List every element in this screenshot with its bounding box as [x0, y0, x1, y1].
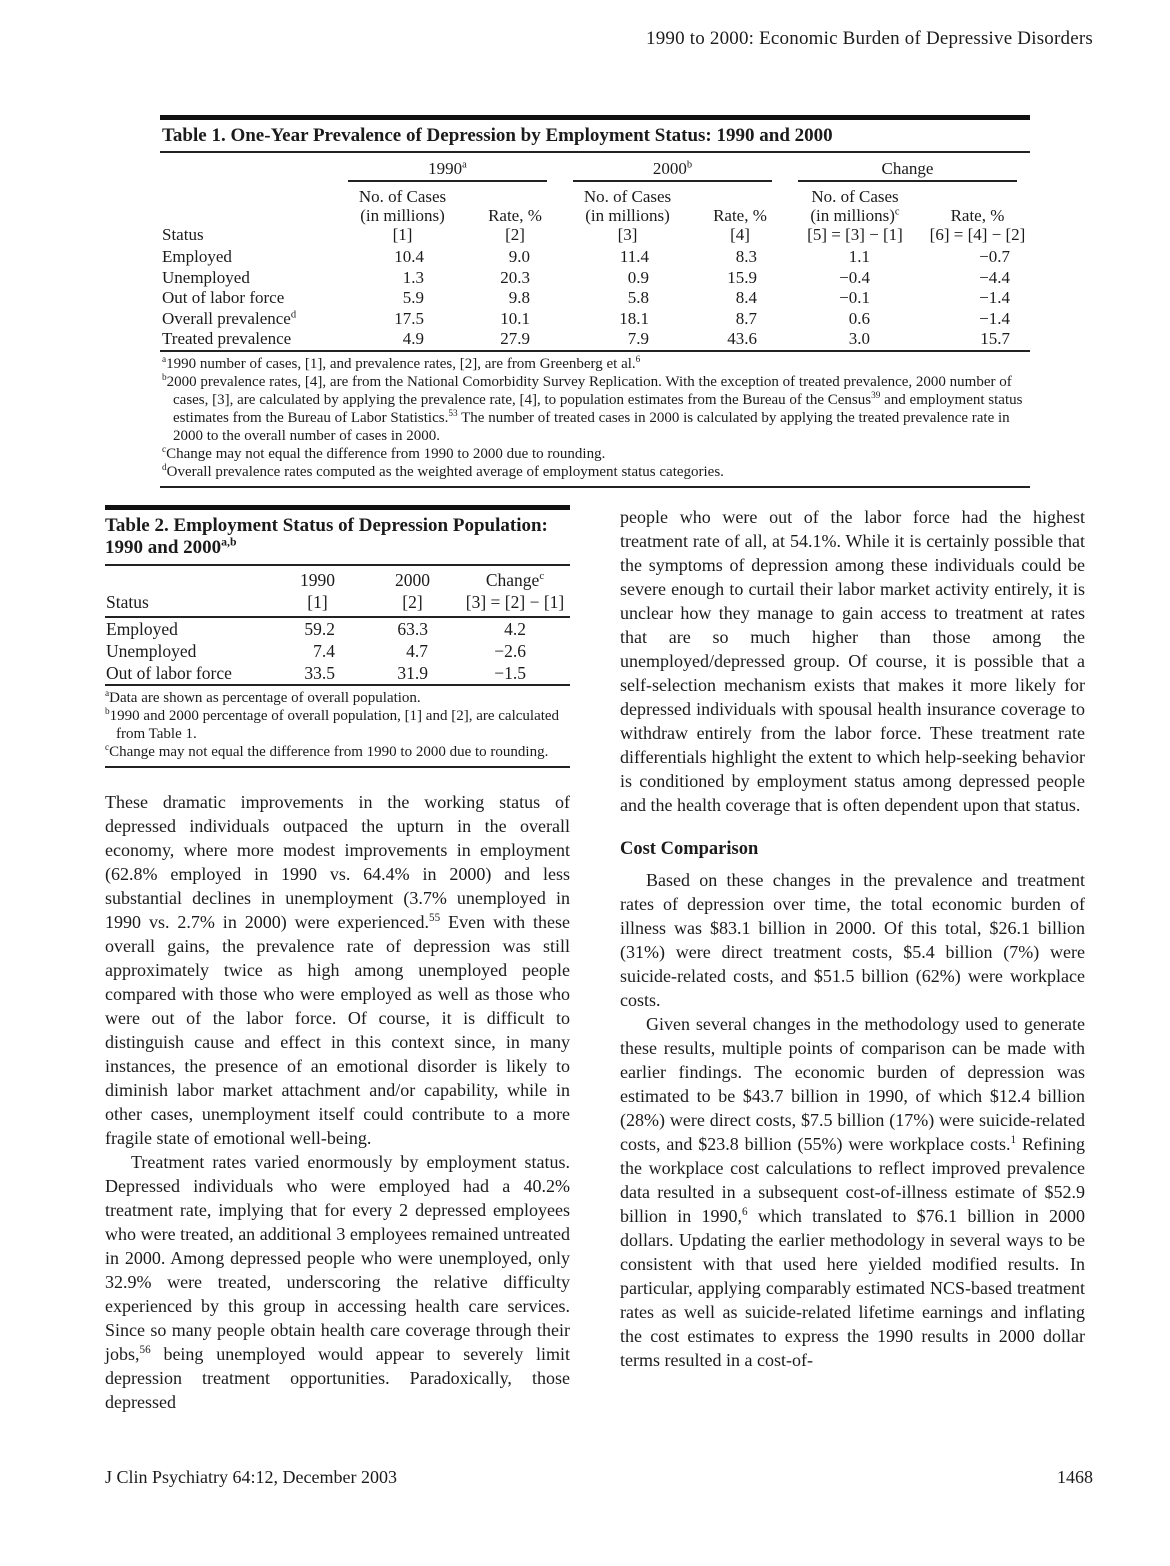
table1-grid [160, 153, 1030, 352]
value-cell: 31.9 [397, 663, 428, 683]
table-row [105, 640, 570, 662]
body-paragraph: These dramatic improvements in the working status of depressed individuals outpaced the upturn in the overall economy, where more modest improvements in employment (62.8% employed in 1990 vs. 64.4% in 2000) and less substantial declines in unemployment (3.7% unemployed in 1990 vs. 2.7% in 2000) were experienced.$^{55}$ Even with these overall gains, the prevalence rate of depression was still approximately twice as high among unemployed people compared with those who were employed as well as those who were out of the labor force. Of course, it is difficult to distinguish cause and effect in this context since, in many instances, the presence of an emotional disorder is likely to diminish labor market attachment and/or capability, while in other cases, unemployment itself could contribute to a more fragile state of emotional well-being. [105, 792, 570, 1148]
value-cell: 59.2 [304, 619, 335, 639]
right-column [620, 505, 1085, 1414]
reference-marker: 39 [871, 390, 881, 401]
group-label: Change [881, 159, 934, 178]
value-cell: 1.1 [848, 247, 870, 266]
value-cell: 5.8 [627, 288, 649, 307]
table-row [105, 617, 570, 640]
value-cell: 7.9 [627, 329, 649, 348]
value-cell: −4.4 [979, 267, 1010, 287]
table1-col-rate-change: Rate, % [6] = [4] − [2] [929, 206, 1026, 244]
value-cell: 0.9 [627, 267, 649, 287]
left-column [105, 505, 570, 1414]
status-cell: Overall prevalence$^d$ [162, 308, 297, 328]
value-cell: 11.4 [619, 247, 649, 266]
value-cell: 20.3 [500, 267, 530, 287]
value-cell: 3.0 [848, 329, 870, 348]
table1-col-rate-2000: Rate, % [4] [713, 206, 767, 244]
value-cell: 27.9 [500, 329, 530, 348]
reference-marker: 1 [1010, 1134, 1017, 1146]
value-cell: −1.5 [494, 663, 526, 683]
group-label: 1990 [428, 159, 463, 178]
reference-marker: 6 [635, 354, 641, 365]
footnote-b: $^b$1990 and 2000 percentage of overall population, [1] and [2], are calculated from Table 1. [105, 707, 560, 742]
table-row [160, 329, 1030, 351]
table2-col-2000: 2000 [395, 570, 430, 590]
table2-header-row1 [105, 566, 570, 591]
table1-col-rate-1990: Rate, % [2] [488, 206, 542, 244]
footnote-marker: c [539, 570, 545, 583]
table-row [160, 247, 1030, 268]
table1-title: Table 1. One-Year Prevalence of Depression by Employment Status: 1990 and 2000 [160, 120, 1030, 153]
table2-header-row2 [105, 591, 570, 617]
value-cell: 15.9 [727, 267, 757, 287]
value-cell: 8.3 [735, 247, 757, 266]
two-column-text [105, 505, 1085, 1414]
value-cell: 10.4 [394, 247, 424, 266]
body-paragraph: Treatment rates varied enormously by employment status. Depressed individuals who were employed had a 40.2% treatment rate, implying that for every 2 depressed employees who were treated, an additional 3 employees remained untreated in 2000. Among depressed people who were unemployed, only 32.9% were treated, underscoring the relative difficulty experienced by this group in accessing health care services. Since so many people obtain health care coverage through their jobs,$^{56}$ being unemployed would appear to severely limit depression treatment opportunities. Paradoxically, those depressed [105, 1152, 570, 1412]
table1-col-cases-change: No. of Cases (in millions)$^c$ [5] = [3] − [1] [807, 187, 903, 244]
footnote-marker: b [686, 159, 693, 171]
value-cell: 33.5 [304, 663, 335, 683]
table1-col-cases-1990: No. of Cases (in millions) [1] [358, 187, 447, 244]
running-head: 1990 to 2000: Economic Burden of Depressive Disorders [646, 28, 1093, 49]
table1 [160, 115, 1030, 488]
footnote-b: $^b$2000 prevalence rates, [4], are from the National Comorbidity Survey Replication. With the exception of treated prevalence, 2000 number of cases, [3], are calculated by applying the prevalence rate, [4], to population estimates from the Bureau of the Census$^{39}$ and employment status estimates from the Bureau of Labor Statistics.$^{53}$ The number of treated cases in 2000 is calculated by applying the treated prevalence rate in 2000 to the overall number of cases in 2000. [162, 372, 1023, 444]
column-key: [3] = [2] − [1] [460, 591, 570, 617]
footnote-a: $^a$1990 number of cases, [1], and prevalence rates, [2], are from Greenberg et al.$^6$ [162, 354, 641, 372]
status-cell: Unemployed [106, 641, 197, 661]
footnote-c: $^c$Change may not equal the difference from 1990 to 2000 due to rounding. [105, 743, 549, 760]
journal-citation: J Clin Psychiatry 64:12, December 2003 [105, 1467, 397, 1487]
value-cell: 4.7 [406, 641, 428, 661]
reference-marker: 55 [429, 912, 441, 924]
value-cell: −0.1 [839, 288, 870, 307]
table1-group-2000 [573, 158, 772, 182]
value-cell: 1.3 [402, 267, 424, 287]
reference-marker: 6 [742, 1206, 748, 1218]
value-cell: 63.3 [397, 619, 428, 639]
status-cell: Unemployed [162, 267, 250, 287]
table1-group-change [798, 158, 1017, 182]
table-row [160, 268, 1030, 289]
reference-marker: 56 [139, 1344, 151, 1356]
page-footer [105, 1467, 1093, 1488]
value-cell: 18.1 [619, 308, 649, 328]
value-cell: −1.4 [979, 288, 1010, 307]
value-cell: 5.9 [402, 288, 424, 307]
value-cell: −0.4 [839, 267, 870, 287]
reference-marker: 53 [448, 408, 458, 419]
table1-col-status: Status [162, 225, 204, 244]
value-cell: 8.7 [735, 308, 757, 328]
footnote-a: $^a$Data are shown as percentage of overall population. [105, 689, 421, 706]
page-number: 1468 [1057, 1467, 1093, 1487]
value-cell: −2.6 [494, 641, 526, 661]
value-cell: 15.7 [980, 329, 1010, 348]
table2-col-status: Status [105, 591, 270, 617]
body-paragraph: Given several changes in the methodology used to generate these results, multiple points of comparison can be made with earlier findings. The economic burden of depression was estimated to be $43.7 billion in 1990, of which $12.4 billion (28%) were direct costs, $7.5 billion (17%) were suicide-related costs, and $23.8 billion (55%) were workplace costs.$^1$ Refining the workplace cost calculations to reflect improved prevalence data resulted in a subsequent cost-of-illness estimate of $52.9 billion in 1990,$^6$ which translated to $76.1 billion in 2000 dollars. Updating the earlier methodology in several ways to be consistent with that used here yielded modified results. In particular, applying comparably estimated NCS-based treatment rates as well as suicide-related lifetime earnings and inflating the cost estimates to express the 1990 results in 2000 dollar terms resulted in a cost-of- [620, 1014, 1085, 1370]
status-cell: Employed [106, 619, 178, 639]
value-cell: 10.1 [500, 308, 530, 328]
value-cell: 8.4 [735, 288, 757, 307]
status-cell: Out of labor force [106, 663, 232, 683]
body-paragraph: people who were out of the labor force had the highest treatment rate of all, at 54.1%. While it is certainly possible that the symptoms of depression among these individuals could be severe enough to curtail their labor market activity entirely, it is unclear how they manage to gain access to treatment at rates that are so much higher than those among the unemployed/depressed group. Of course, it is possible that a self-selection mechanism exists that makes it more likely for depressed individuals with spousal health insurance coverage to withdraw entirely from the labor force. These treatment rate differentials highlight the extent to which help-seeking behavior is conditioned by employment status among depressed people and the health coverage that is often dependent upon that status. [620, 507, 1085, 815]
table2 [105, 505, 570, 768]
value-cell: 17.5 [394, 308, 424, 328]
table1-group-row [160, 153, 1030, 183]
table1-group-1990 [348, 158, 547, 182]
table1-col-cases-2000: No. of Cases (in millions) [3] [583, 187, 672, 244]
spacer-cell [105, 566, 270, 591]
value-cell: 9.0 [508, 247, 530, 266]
table-row [160, 309, 1030, 330]
spacer-cell [160, 153, 335, 183]
table2-title: Table 2. Employment Status of Depression Population: 1990 and 2000$^{a,b}$ [105, 510, 570, 566]
value-cell: 7.4 [313, 641, 335, 661]
footnote-marker: c [894, 206, 900, 218]
value-cell: 9.8 [508, 288, 530, 307]
footnote-d: $^d$Overall prevalence rates computed as the weighted average of employment status categories. [162, 462, 724, 480]
status-cell: Out of labor force [162, 288, 285, 307]
table-row [160, 288, 1030, 309]
table1-footnotes [160, 352, 1030, 488]
value-cell: 4.9 [402, 329, 424, 348]
value-cell: 43.6 [727, 329, 757, 348]
footnote-marker: a,b [221, 535, 237, 549]
footnote-c: $^c$Change may not equal the difference from 1990 to 2000 due to rounding. [162, 444, 606, 462]
column-key: [2] [365, 591, 460, 617]
table2-grid [105, 566, 570, 686]
group-label: 2000 [652, 159, 687, 178]
table2-col-change: Change$^c$ [485, 570, 545, 590]
table1-header-row [160, 183, 1030, 247]
status-cell: Treated prevalence [162, 329, 292, 348]
value-cell: −0.7 [979, 247, 1010, 266]
table-row [105, 662, 570, 685]
footnote-marker: a [462, 159, 467, 171]
body-paragraph: Based on these changes in the prevalence and treatment rates of depression over time, the total economic burden of illness was $83.1 billion in 2000. Of this total, $26.1 billion (31%) were direct treatment costs, $5.4 billion (7%) were suicide-related costs, and $51.5 billion (62%) were workplace costs. [620, 870, 1085, 1010]
status-cell: Employed [162, 247, 232, 266]
footnote-marker: d [290, 308, 297, 320]
table2-col-1990: 1990 [300, 570, 335, 590]
column-key: [1] [270, 591, 365, 617]
section-heading: Cost Comparison [620, 839, 759, 859]
value-cell: 0.6 [848, 308, 870, 328]
value-cell: −1.4 [979, 308, 1010, 328]
table2-footnotes [105, 686, 570, 768]
value-cell: 4.2 [504, 619, 526, 639]
